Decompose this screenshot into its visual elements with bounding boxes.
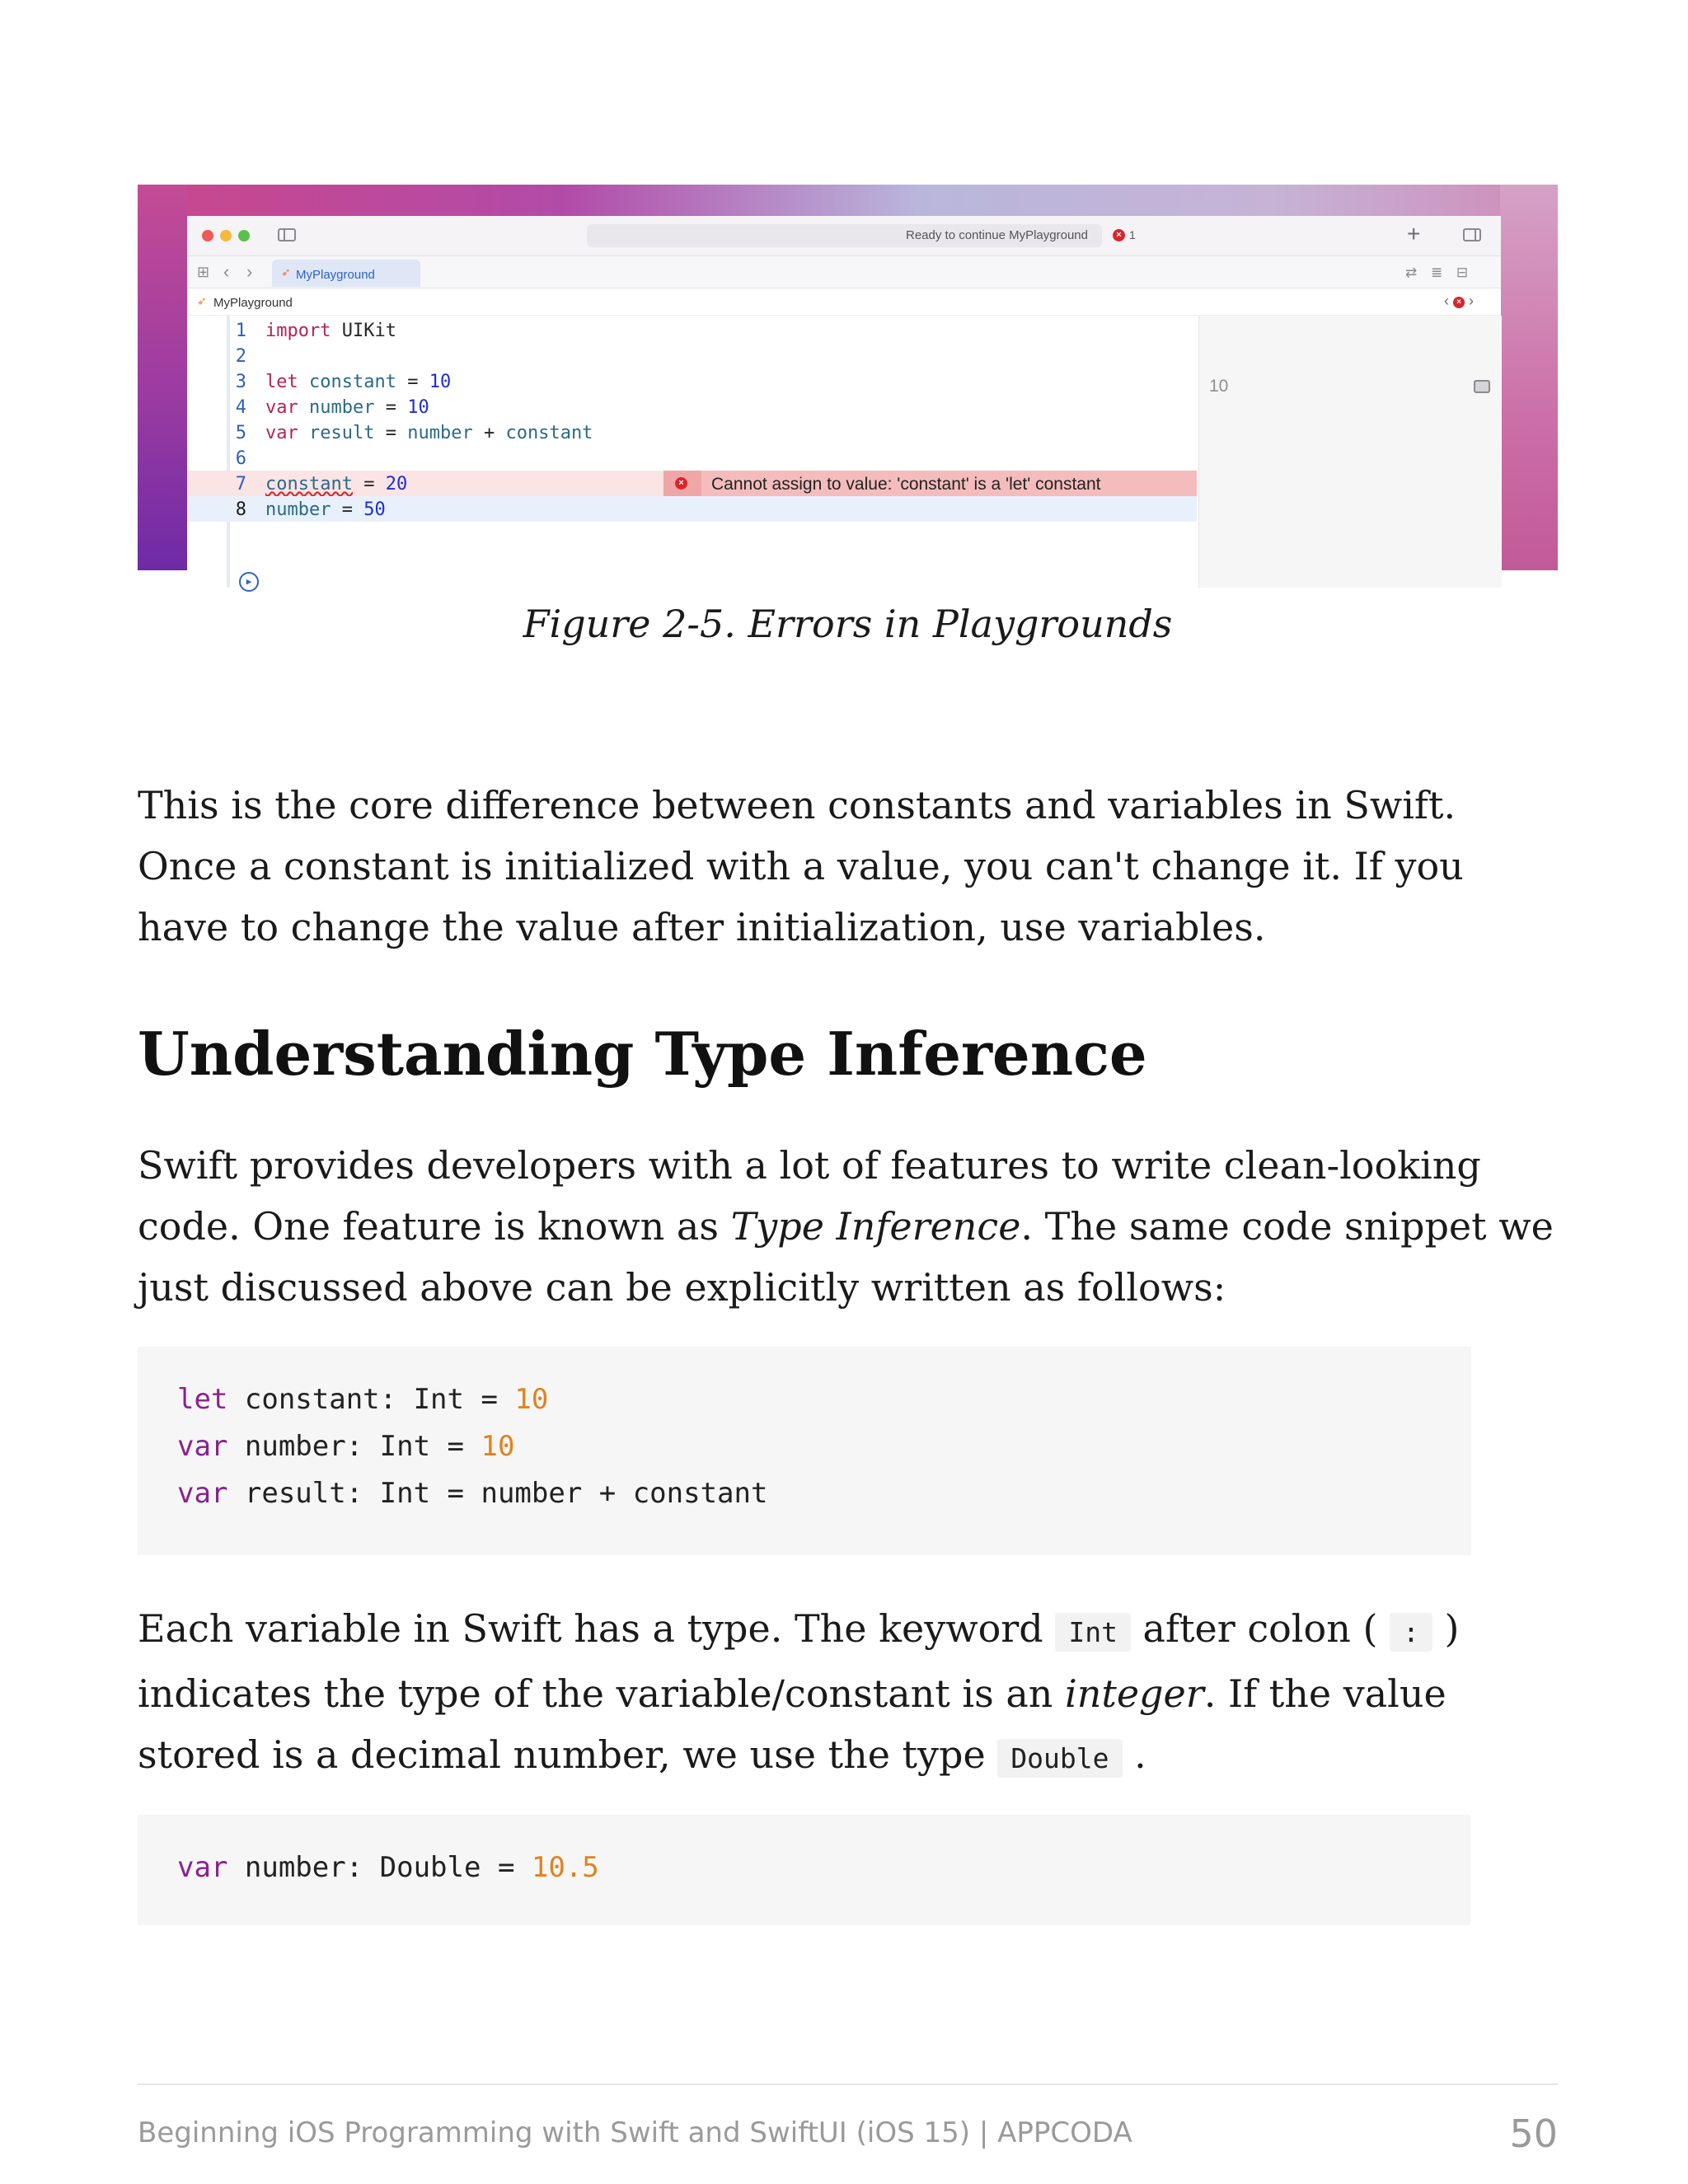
footer-book-title: Beginning iOS Programming with Swift and SwiftUI (iOS 15) | APPCODA bbox=[138, 2116, 1132, 2149]
section-heading: Understanding Type Inference bbox=[138, 1019, 1147, 1089]
breadcrumb[interactable]: MyPlayground bbox=[213, 296, 293, 310]
xcode-window bbox=[187, 216, 1501, 587]
error-banner[interactable] bbox=[663, 471, 1197, 496]
title-bar bbox=[187, 216, 1501, 256]
run-button[interactable]: ▶ bbox=[239, 572, 259, 592]
paragraph-types bbox=[138, 1598, 1572, 1789]
grid-icon[interactable]: ⊞ bbox=[197, 264, 210, 280]
line-number: 6 bbox=[235, 448, 246, 469]
result-value: 10 bbox=[1209, 377, 1229, 396]
wallpaper-right bbox=[1500, 185, 1558, 570]
code-line: var number: Int = 10 bbox=[177, 1430, 515, 1463]
swift-icon: ➶ bbox=[281, 265, 291, 279]
code-text: import UIKit bbox=[265, 321, 396, 341]
code-editor[interactable] bbox=[187, 316, 1197, 588]
jump-bar bbox=[187, 288, 1501, 316]
code-block-double bbox=[138, 1815, 1470, 1925]
paragraph-text: . bbox=[1122, 1732, 1146, 1777]
line-number: 1 bbox=[235, 321, 246, 341]
status-text: Ready to continue MyPlayground bbox=[906, 228, 1088, 242]
line-number: 4 bbox=[235, 397, 246, 418]
sidebar-toggle-icon[interactable] bbox=[278, 228, 296, 241]
inline-code: Int bbox=[1055, 1613, 1131, 1652]
page-number: 50 bbox=[1509, 2111, 1558, 2156]
wallpaper-top bbox=[138, 185, 1558, 218]
error-icon-box bbox=[663, 471, 701, 496]
figure-screenshot bbox=[138, 185, 1558, 587]
paragraph-text: Swift provides developers with a lot of features to write clean-looking code. One feature is known as bbox=[138, 1143, 1481, 1249]
code-text: let constant = 10 bbox=[265, 372, 452, 392]
paragraph-constants-vs-variables: This is the core difference between constants and variables in Swift. Once a constant is initialized with a value, you can't change it. If you have to change the value after initialization, use variables. bbox=[138, 783, 1464, 949]
paragraph-text: . The same code snippet we just discussed above can be explicitly written as follows: bbox=[138, 1204, 1554, 1310]
zoom-window-icon[interactable] bbox=[238, 230, 250, 241]
code-line: var result: Int = number + constant bbox=[177, 1477, 768, 1510]
emphasis-term: integer bbox=[1065, 1671, 1204, 1716]
tab-label: MyPlayground bbox=[296, 268, 375, 282]
chevron-right-icon[interactable]: › bbox=[246, 261, 253, 282]
error-icon: × bbox=[675, 477, 687, 490]
code-line[interactable] bbox=[187, 343, 1197, 368]
results-sidebar bbox=[1198, 316, 1502, 588]
inline-code: : bbox=[1390, 1613, 1432, 1652]
line-number: 5 bbox=[235, 423, 246, 443]
code-line[interactable] bbox=[187, 368, 1197, 394]
code-line[interactable] bbox=[187, 317, 1197, 343]
minimize-window-icon[interactable] bbox=[220, 230, 232, 241]
close-window-icon[interactable] bbox=[202, 230, 213, 241]
quick-look-icon[interactable] bbox=[1474, 380, 1490, 393]
error-badge-icon[interactable]: × bbox=[1113, 229, 1125, 241]
emphasis-term: Type Inference bbox=[730, 1204, 1021, 1249]
line-number: 7 bbox=[235, 474, 246, 494]
code-text: constant = 20 bbox=[265, 474, 408, 494]
paragraph-text: ) indicates the type of the variable/constant is an bbox=[138, 1606, 1460, 1716]
inspector-toggle-icon[interactable] bbox=[1463, 228, 1481, 241]
paragraph-text: after colon ( bbox=[1130, 1606, 1390, 1651]
code-line: var number: Double = 10.5 bbox=[177, 1851, 599, 1884]
code-line[interactable] bbox=[187, 394, 1197, 419]
code-line[interactable] bbox=[187, 419, 1197, 445]
line-number: 8 bbox=[235, 499, 246, 520]
add-icon[interactable]: + bbox=[1407, 221, 1421, 246]
error-icon: × bbox=[1453, 297, 1465, 308]
code-line: let constant: Int = 10 bbox=[177, 1383, 549, 1416]
wallpaper-left bbox=[138, 185, 187, 570]
issue-navigator[interactable]: ‹ × › bbox=[1444, 293, 1474, 309]
code-text: number = 50 bbox=[265, 499, 386, 520]
figure-caption: Figure 2-5. Errors in Playgrounds bbox=[523, 602, 1173, 646]
code-line[interactable] bbox=[187, 445, 1197, 471]
error-count: 1 bbox=[1129, 228, 1136, 241]
paragraph-text: Each variable in Swift has a type. The keyword bbox=[138, 1606, 1056, 1651]
code-line[interactable] bbox=[187, 496, 1197, 522]
footer-divider bbox=[138, 2083, 1558, 2085]
line-number: 3 bbox=[235, 372, 246, 392]
code-block-explicit-types bbox=[138, 1347, 1471, 1555]
swift-icon: ➶ bbox=[197, 294, 207, 307]
code-text: var number = 10 bbox=[265, 397, 429, 418]
line-number: 2 bbox=[235, 346, 246, 367]
tab-bar bbox=[187, 256, 1501, 288]
chevron-left-icon[interactable]: ‹ bbox=[223, 261, 230, 282]
paragraph-type-inference bbox=[138, 1135, 1558, 1318]
paragraph-text: . If the value stored is a decimal number, we use the type bbox=[138, 1671, 1447, 1777]
editor-options-icons[interactable]: ⇄ ≣ ⊟ bbox=[1405, 265, 1474, 280]
inline-code: Double bbox=[997, 1739, 1122, 1778]
error-message: Cannot assign to value: 'constant' is a 'let' constant bbox=[711, 475, 1101, 494]
code-line[interactable] bbox=[187, 471, 1197, 496]
code-text: var result = number + constant bbox=[265, 423, 593, 443]
